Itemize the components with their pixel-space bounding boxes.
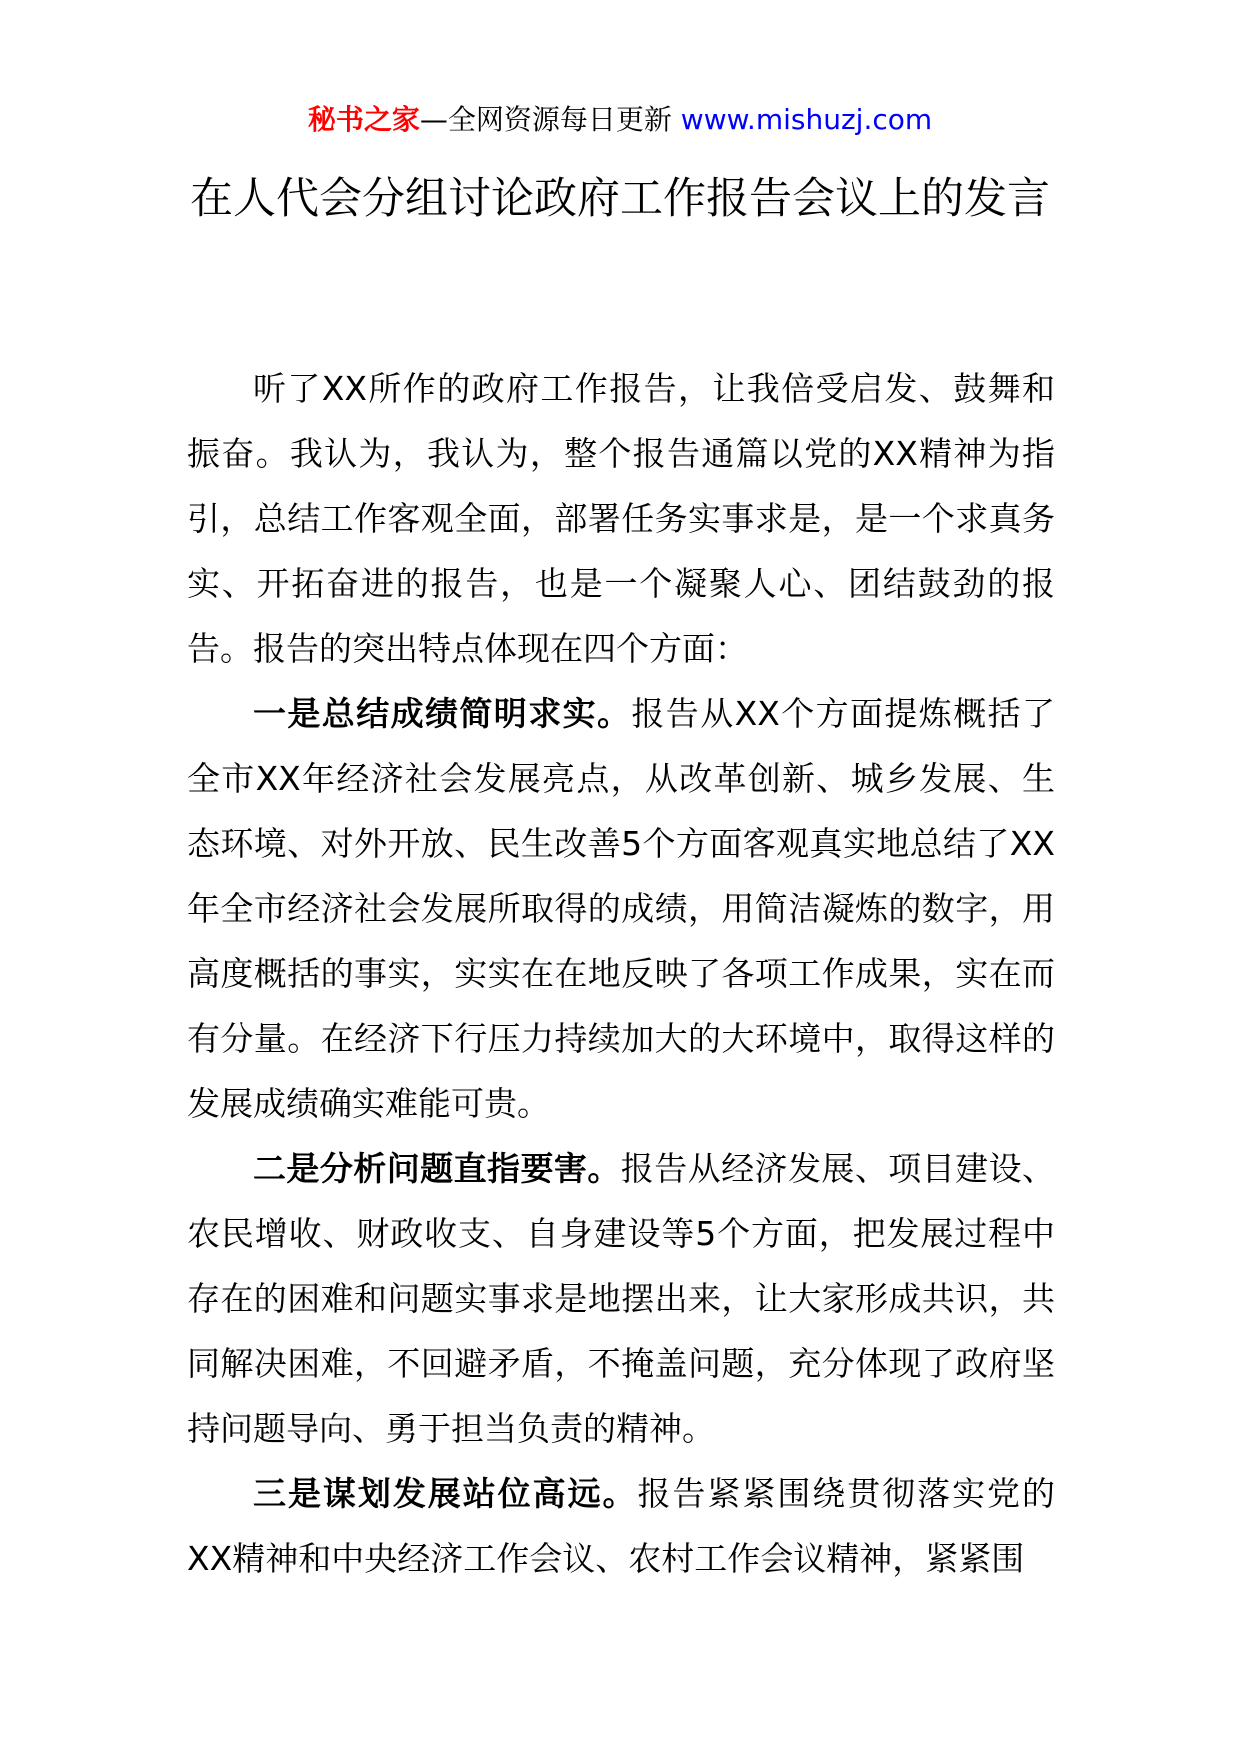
header-tagline: —全网资源每日更新 — [419, 103, 672, 136]
paragraph-text: 听了XX所作的政府工作报告，让我倍受启发、鼓舞和振奋。我认为，我认为，整个报告通篇以党的XX精神为指引，总结工作客观全面，部署任务实事求是，是一个求真务实、开拓奋进的报告，也是一个凝聚人心、团结鼓劲的报告。报告的突出特点体现在四个方面： — [187, 369, 1055, 668]
site-url-link[interactable]: www.mishuzj.com — [680, 103, 933, 136]
paragraph — [187, 356, 1055, 681]
site-header — [0, 100, 1240, 140]
paragraph — [187, 1461, 1055, 1591]
paragraph-text: 报告从XX个方面提炼概括了全市XX年经济社会发展亮点，从改革创新、城乡发展、生态环境、对外开放、民生改善5个方面客观真实地总结了XX年全市经济社会发展所取得的成绩，用简洁凝炼的数字，用高度概括的事实，实实在在地反映了各项工作成果，实在而有分量。在经济下行压力持续加大的大环境中，取得这样的发展成绩确实难能可贵。 — [187, 694, 1055, 1123]
document-body — [187, 356, 1055, 1591]
paragraph-lead: 二是分析问题直指要害。 — [253, 1149, 621, 1188]
paragraph-lead: 一是总结成绩简明求实。 — [253, 694, 632, 733]
paragraph — [187, 681, 1055, 1136]
document-title: 在人代会分组讨论政府工作报告会议上的发言 — [190, 174, 1050, 224]
brand-name: 秘书之家 — [307, 103, 420, 136]
paragraph-text: 报告从经济发展、项目建设、农民增收、财政收支、自身建设等5个方面，把发展过程中存在的困难和问题实事求是地摆出来，让大家形成共识，共同解决困难，不回避矛盾，不掩盖问题，充分体现了政府坚持问题导向、勇于担当负责的精神。 — [187, 1149, 1056, 1448]
paragraph-lead: 三是谋划发展站位高远。 — [253, 1474, 638, 1513]
paragraph — [187, 1136, 1055, 1461]
paragraph-text: 报告紧紧围绕贯彻落实党的XX精神和中央经济工作会议、农村工作会议精神，紧紧围 — [187, 1474, 1055, 1578]
